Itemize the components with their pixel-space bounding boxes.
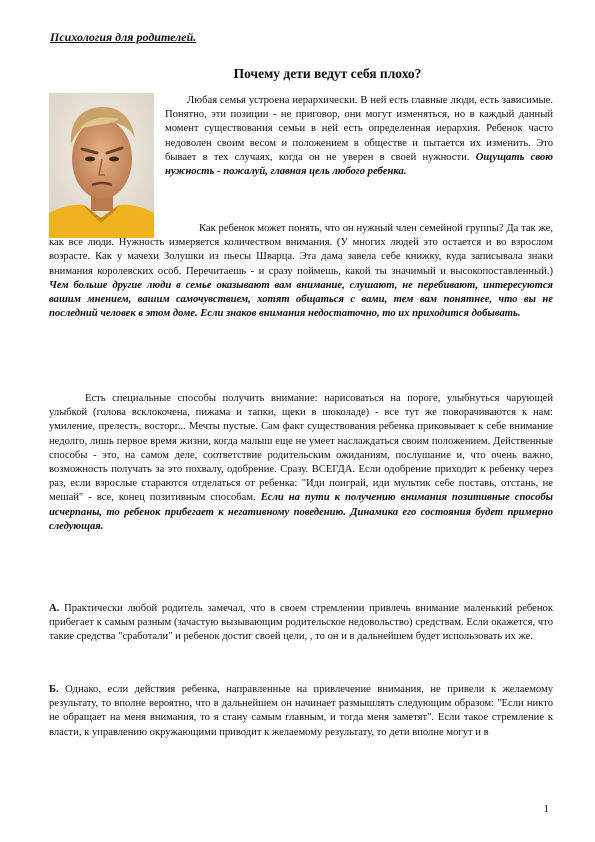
paragraph-a-text: Практически любой родитель замечал, что в своем стремлении привлечь внимание маленький ребенок прибегает к самым разным (зачастую вызывающим родительское недовольство) средствам. Если окажется, что такие средства "сработали" и ребенок достиг своей цели, , то он и в дальнейшем будет использовать их же. <box>49 603 553 643</box>
paragraph-intro-text: Любая семья устроена иерархически. В ней есть главные люди, есть зависимые. Понятно, эти позиции - не приговор, они могут изменяться, но в каждый данный момент существования семьи в ней есть определенная иерархия. Ребенок часто недоволен своим весом и положением в обществе и пытается их изменить. Это бывает в тех случаях, когда он не уверен в своей нужности. <box>165 95 553 163</box>
paragraph-methods-text: Есть специальные способы получить внимание: нарисоваться на пороге, улыбнуться чарующей улыбкой (голова всклокочена, пижама и тапки, щеки в шоколаде) - все тут же поворачиваются к нам: умиление, прелесть, восторг... Мечты пустые. Сам факт существования ребенка приковывает к себе внимание недолго, лишь первое время жизни, когда малыш еще не умеет наслаждаться своим положением. Действенные способы - это, на самом деле, соответствие родительским ожиданиям, послушание и, что очень важно, возможность получать за это похвалу, одобрение. Сразу. ВСЕГДА. Если одобрение приходит к ребенку через раз, если взрослые стараются отделаться от ребенка: "Иди поиграй, иди мультик себе поставь, отстань, не мешай" - все, конец позитивным способам. <box>49 393 553 504</box>
paragraph-attention-text: Как ребенок может понять, что он нужный член семейной группы? Да так же, как все люди. Нужность измеряется количеством внимания. (У многих людей это остается и во взрослом возрасте. Как у мачехи Золушки из пьесы Шварца. Эта дама завела себе книжку, куда записывала знаки внимания королевских особ. Перечитаешь - и сразу поймешь, какой ты значимый и высокопоставленный.) <box>49 223 553 277</box>
paragraph-b-marker: Б. <box>49 684 59 695</box>
paragraph-b-text: Однако, если действия ребенка, направленные на привлечение внимания, не привели к желаемому результату, то вполне вероятно, что в дальнейшем он начинает размышлять следующим образом: "Если никто не обращает на меня внимания, то я стану самым главным, и тогда меня заметят". Если такое стремление к власти, к управлению окружающими приводит к желаемому результату, то дети вполне могут и в <box>49 684 553 738</box>
paragraph-b <box>49 683 553 740</box>
page-title: Почему дети ведут себя плохо? <box>233 66 422 81</box>
boy-portrait-icon <box>49 93 154 238</box>
paragraph-a <box>49 602 553 645</box>
paragraph-intro <box>165 94 553 179</box>
paragraph-intro-emphasis: Ощущать свою нужность - пожалуй, главная цель любого ребенка. <box>165 151 553 178</box>
paragraph-attention <box>49 222 553 321</box>
page-number: 1 <box>543 803 549 815</box>
paragraph-methods-emphasis: Если на пути к получению внимания позитивные способы исчерпаны, то ребенок прибегает к негативному поведению. Динамика его состояния будет примерно следующая. <box>49 492 554 532</box>
paragraph-a-marker: А. <box>49 603 60 614</box>
paragraph-attention-emphasis: Чем больше другие люди в семье оказывают вам внимание, слушают, не перебивают, интересуются вашим мнением, вашим самочувствием, хотят общаться с вами, тем вам понятнее, что вы не последний человек в этом доме. Если знаков внимания недостаточно, то их приходится добывать. <box>49 279 553 320</box>
paragraph-methods <box>49 392 553 534</box>
section-label: Психология для родителей. <box>50 30 197 44</box>
